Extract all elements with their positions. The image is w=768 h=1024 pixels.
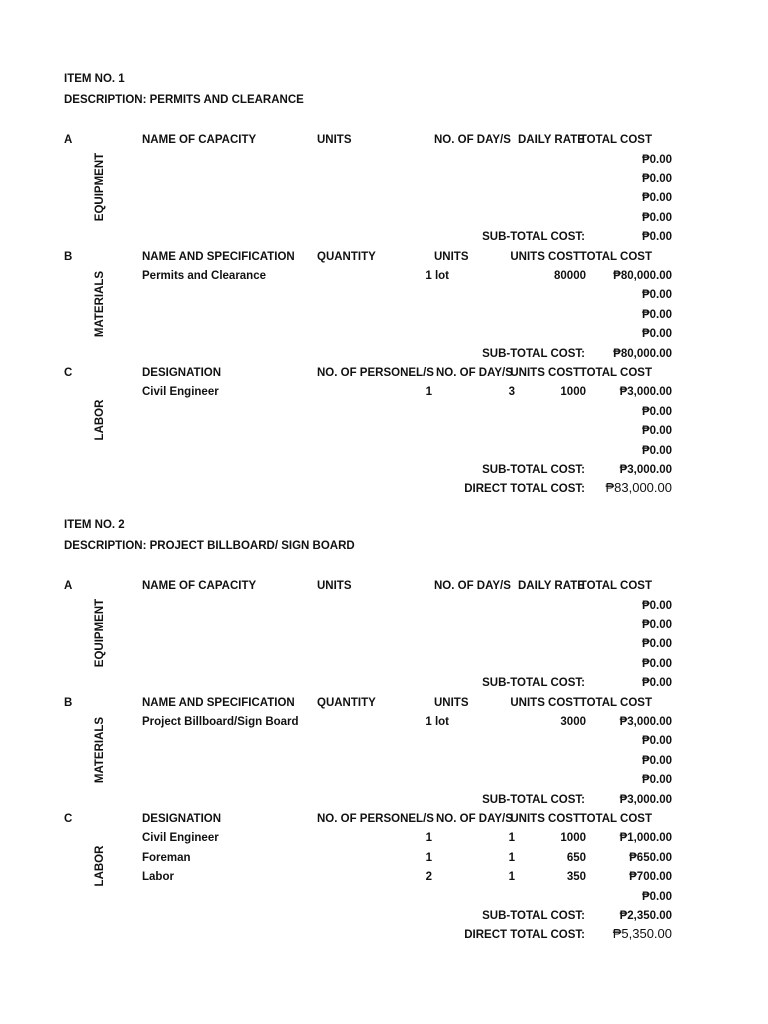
subtotal-value: ₱0.00 bbox=[641, 677, 672, 690]
column-header: NO. OF DAY/S bbox=[434, 580, 511, 593]
row-total-cost: ₱1,000.00 bbox=[619, 832, 672, 845]
labor-days: 3 bbox=[508, 386, 515, 399]
column-header: TOTAL COST bbox=[579, 813, 652, 825]
column-header: UNITS bbox=[434, 696, 469, 709]
material-name: Project Billboard/Sign Board bbox=[142, 716, 299, 728]
section-side-label: LABOR bbox=[94, 399, 106, 441]
column-header: NO. OF PERSONEL/S bbox=[317, 367, 434, 379]
section-letter: C bbox=[64, 813, 73, 825]
column-header: NO. OF DAY/S bbox=[436, 367, 513, 379]
column-header: UNITS COST bbox=[510, 696, 580, 709]
section-side-label: EQUIPMENT bbox=[94, 153, 106, 222]
subtotal-label: SUB-TOTAL COST: bbox=[482, 231, 585, 244]
labor-days: 1 bbox=[508, 851, 515, 864]
subtotal-label: SUB-TOTAL COST: bbox=[482, 793, 585, 806]
section-side-label: MATERIALS bbox=[94, 716, 106, 783]
subtotal-value: ₱3,000.00 bbox=[619, 464, 672, 476]
column-header: NAME AND SPECIFICATION bbox=[142, 250, 295, 263]
section-letter: B bbox=[64, 696, 73, 709]
labor-unit-cost: 1000 bbox=[560, 386, 586, 399]
direct-total-value: ₱83,000.00 bbox=[605, 480, 672, 496]
column-header: UNITS COST bbox=[510, 367, 580, 379]
row-total-cost: ₱0.00 bbox=[641, 638, 672, 651]
column-header: UNITS COST bbox=[510, 250, 580, 263]
row-total-cost: ₱0.00 bbox=[641, 211, 672, 224]
column-header: DAILY RATE bbox=[518, 134, 585, 147]
column-header: NAME OF CAPACITY bbox=[142, 134, 257, 147]
subtotal-label: SUB-TOTAL COST: bbox=[482, 347, 585, 360]
subtotal-value: ₱2,350.00 bbox=[619, 910, 672, 922]
column-header: QUANTITY bbox=[317, 696, 376, 709]
labor-designation: Labor bbox=[142, 871, 174, 884]
column-header: TOTAL COST bbox=[579, 134, 652, 147]
row-total-cost: ₱0.00 bbox=[641, 405, 672, 418]
column-header: UNITS bbox=[317, 134, 352, 147]
subtotal-label: SUB-TOTAL COST: bbox=[482, 910, 585, 922]
column-header: NO. OF DAY/S bbox=[436, 813, 513, 825]
labor-personnel-count: 1 bbox=[425, 832, 432, 845]
labor-days: 1 bbox=[508, 871, 515, 884]
row-total-cost: ₱0.00 bbox=[641, 599, 672, 612]
subtotal-value: ₱3,000.00 bbox=[619, 793, 672, 806]
section-letter: A bbox=[64, 580, 73, 593]
item-description: DESCRIPTION: PROJECT BILLBOARD/ SIGN BOARD bbox=[64, 540, 355, 553]
section-side-label: EQUIPMENT bbox=[94, 599, 106, 668]
row-total-cost: ₱0.00 bbox=[641, 774, 672, 787]
row-total-cost: ₱80,000.00 bbox=[613, 270, 672, 282]
column-header: NO. OF DAY/S bbox=[434, 134, 511, 147]
column-header: TOTAL COST bbox=[579, 696, 652, 709]
direct-total-label: DIRECT TOTAL COST: bbox=[464, 929, 585, 942]
row-total-cost: ₱0.00 bbox=[641, 425, 672, 438]
row-total-cost: ₱0.00 bbox=[641, 444, 672, 457]
column-header: TOTAL COST bbox=[579, 580, 652, 593]
section-letter: A bbox=[64, 134, 73, 147]
subtotal-value: ₱80,000.00 bbox=[613, 347, 672, 360]
row-total-cost: ₱3,000.00 bbox=[619, 386, 672, 399]
column-header: DESIGNATION bbox=[142, 367, 222, 379]
column-header: DESIGNATION bbox=[142, 813, 222, 825]
material-unit-cost: 80000 bbox=[554, 270, 586, 282]
column-header: UNITS bbox=[317, 580, 352, 593]
labor-unit-cost: 350 bbox=[566, 871, 586, 884]
row-total-cost: ₱0.00 bbox=[641, 289, 672, 302]
labor-unit-cost: 650 bbox=[566, 851, 586, 864]
section-letter: C bbox=[64, 367, 73, 379]
column-header: NAME AND SPECIFICATION bbox=[142, 696, 295, 709]
material-unit-cost: 3000 bbox=[560, 716, 586, 728]
column-header: UNITS bbox=[434, 250, 469, 263]
labor-designation: Foreman bbox=[142, 851, 191, 864]
column-header: NO. OF PERSONEL/S bbox=[317, 813, 434, 825]
subtotal-value: ₱0.00 bbox=[641, 231, 672, 244]
material-name: Permits and Clearance bbox=[142, 270, 267, 282]
material-units: 1 lot bbox=[425, 270, 449, 282]
column-header: QUANTITY bbox=[317, 250, 376, 263]
item-number: ITEM NO. 1 bbox=[64, 73, 125, 85]
column-header: DAILY RATE bbox=[518, 580, 585, 593]
direct-total-value: ₱5,350.00 bbox=[612, 926, 672, 942]
row-total-cost: ₱0.00 bbox=[641, 754, 672, 767]
row-total-cost: ₱0.00 bbox=[641, 153, 672, 166]
subtotal-label: SUB-TOTAL COST: bbox=[482, 464, 585, 476]
row-total-cost: ₱3,000.00 bbox=[619, 716, 672, 728]
labor-personnel-count: 1 bbox=[425, 386, 432, 399]
column-header: NAME OF CAPACITY bbox=[142, 580, 257, 593]
row-total-cost: ₱0.00 bbox=[641, 173, 672, 185]
labor-unit-cost: 1000 bbox=[560, 832, 586, 845]
item-description: DESCRIPTION: PERMITS AND CLEARANCE bbox=[64, 94, 304, 107]
labor-personnel-count: 1 bbox=[425, 851, 432, 864]
direct-total-label: DIRECT TOTAL COST: bbox=[464, 483, 585, 496]
row-total-cost: ₱0.00 bbox=[641, 308, 672, 321]
section-letter: B bbox=[64, 250, 73, 263]
labor-designation: Civil Engineer bbox=[142, 386, 219, 399]
row-total-cost: ₱0.00 bbox=[641, 619, 672, 631]
row-total-cost: ₱0.00 bbox=[641, 890, 672, 903]
column-header: UNITS COST bbox=[510, 813, 580, 825]
material-units: 1 lot bbox=[425, 716, 449, 728]
section-side-label: LABOR bbox=[94, 845, 106, 887]
labor-designation: Civil Engineer bbox=[142, 832, 219, 845]
row-total-cost: ₱0.00 bbox=[641, 657, 672, 670]
row-total-cost: ₱0.00 bbox=[641, 192, 672, 205]
labor-days: 1 bbox=[508, 832, 515, 845]
subtotal-label: SUB-TOTAL COST: bbox=[482, 677, 585, 690]
row-total-cost: ₱650.00 bbox=[629, 851, 672, 864]
row-total-cost: ₱700.00 bbox=[629, 871, 672, 884]
column-header: TOTAL COST bbox=[579, 250, 652, 263]
item-number: ITEM NO. 2 bbox=[64, 519, 125, 531]
column-header: TOTAL COST bbox=[579, 367, 652, 379]
row-total-cost: ₱0.00 bbox=[641, 328, 672, 341]
section-side-label: MATERIALS bbox=[94, 270, 106, 337]
row-total-cost: ₱0.00 bbox=[641, 735, 672, 748]
labor-personnel-count: 2 bbox=[425, 871, 432, 884]
